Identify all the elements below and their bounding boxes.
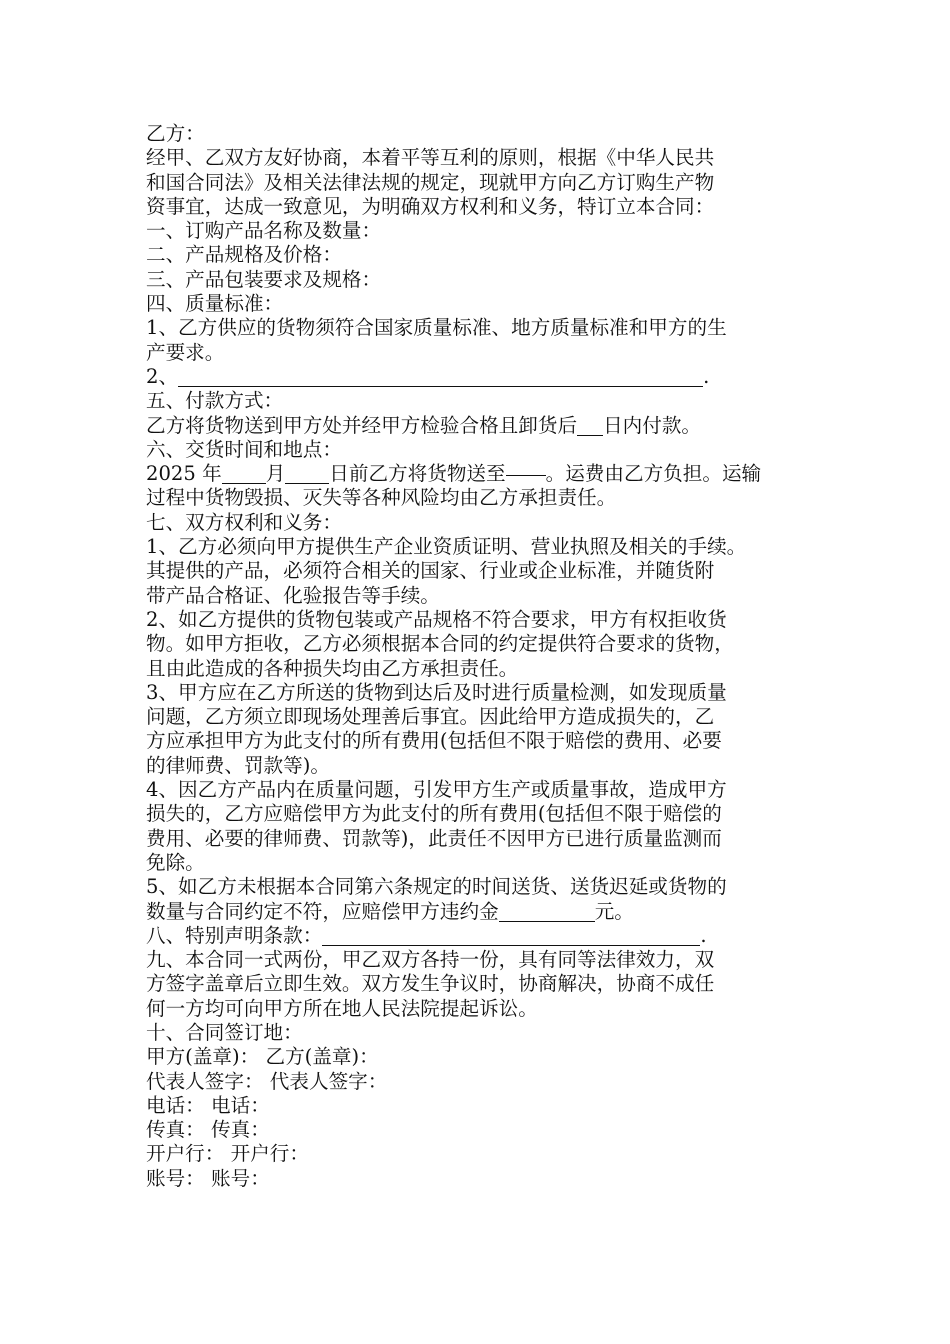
penalty-unit: 元。 xyxy=(594,899,634,923)
rights-clause-1-line-2: 其提供的产品，必须符合相关的国家、行业或企业标准，并随货附 xyxy=(146,559,715,583)
delivery-year: 2025 年 xyxy=(146,462,222,486)
quality-clause-2 xyxy=(146,365,820,389)
payment-text-end: 日内付款。 xyxy=(603,413,702,437)
rights-clause-4-line-3: 费用、必要的律师费、罚款等)，此责任不因甲方已进行质量监测而 xyxy=(146,826,722,850)
payment-clause xyxy=(146,414,820,438)
section-9-line-3: 何一方均可向甲方所在地人民法院提起诉讼。 xyxy=(146,996,538,1020)
quality-clause-2-blank xyxy=(178,367,703,387)
rights-clause-1-line-1: 1、乙方必须向甲方提供生产企业资质证明、营业执照及相关的手续。 xyxy=(146,535,747,559)
account-row: 账号： 账号： xyxy=(146,1166,270,1190)
section-7-title: 七、双方权利和义务： xyxy=(146,510,342,534)
delivery-month: 月 xyxy=(265,462,286,486)
delivery-day-blank xyxy=(285,464,329,484)
phone-row: 电话： 电话： xyxy=(146,1093,270,1117)
quality-clause-1-line-2: 产要求。 xyxy=(146,340,225,364)
delivery-month-blank xyxy=(222,464,266,484)
payment-text: 乙方将货物送到甲方处并经甲方检验合格且卸货后 xyxy=(146,413,578,437)
delivery-clause-line-1 xyxy=(146,462,820,486)
bank-row: 开户行： 开户行： xyxy=(146,1142,309,1166)
rights-clause-2-line-1: 2、如乙方提供的货物包装或产品规格不符合要求，甲方有权拒收货 xyxy=(146,607,727,631)
section-9-line-2: 方签字盖章后立即生效。双方发生争议时，协商解决，协商不成任 xyxy=(146,972,715,996)
delivery-place-dash xyxy=(506,464,546,476)
delivery-freight: 。运费由乙方负担。运输 xyxy=(545,462,762,486)
preamble-line-2: 和国合同法》及相关法律法规的规定，现就甲方向乙方订购生产物 xyxy=(146,170,715,194)
payment-days-blank xyxy=(577,416,603,436)
section-1-title: 一、订购产品名称及数量： xyxy=(146,219,382,243)
seal-row: 甲方(盖章)： 乙方(盖章)： xyxy=(146,1045,379,1069)
quality-clause-2-suffix: . xyxy=(703,364,710,388)
rights-clause-2-line-3: 且由此造成的各种损失均由乙方承担责任。 xyxy=(146,656,519,680)
rights-clause-3-line-2: 问题，乙方须立即现场处理善后事宜。因此给甲方造成损失的，乙 xyxy=(146,705,715,729)
rights-clause-3-line-1: 3、甲方应在乙方所送的货物到达后及时进行质量检测，如发现质量 xyxy=(146,680,727,704)
penalty-text: 数量与合同约定不符，应赔偿甲方违约金 xyxy=(146,899,499,923)
section-10-title: 十、合同签订地： xyxy=(146,1020,303,1044)
rights-clause-4-line-1: 4、因乙方产品内在质量问题，引发甲方生产或质量事故，造成甲方 xyxy=(146,778,727,802)
representative-row: 代表人签字： 代表人签字： xyxy=(146,1069,388,1093)
special-terms-end: . xyxy=(700,923,707,947)
section-9-line-1: 九、本合同一式两份，甲乙双方各持一份，具有同等法律效力，双 xyxy=(146,948,715,972)
preamble-line-1: 经甲、乙双方友好协商，本着平等互利的原则，根据《中华人民共 xyxy=(146,146,715,170)
fax-row: 传真： 传真： xyxy=(146,1118,270,1142)
section-2-title: 二、产品规格及价格： xyxy=(146,243,342,267)
rights-clause-1-line-3: 带产品合格证、化验报告等手续。 xyxy=(146,583,440,607)
delivery-day: 日前乙方将货物送至 xyxy=(329,462,506,486)
quality-clause-1-line-1: 1、乙方供应的货物须符合国家质量标准、地方质量标准和甲方的生 xyxy=(146,316,727,340)
section-3-title: 三、产品包装要求及规格： xyxy=(146,267,382,291)
party-b-label: 乙方： xyxy=(146,122,205,145)
rights-clause-4-line-2: 损失的，乙方应赔偿甲方为此支付的所有费用(包括但不限于赔偿的 xyxy=(146,802,722,826)
rights-clause-2-line-2: 物。如甲方拒收，乙方必须根据本合同的约定提供符合要求的货物， xyxy=(146,632,734,656)
rights-clause-4-line-4: 免除。 xyxy=(146,850,205,874)
section-6-title: 六、交货时间和地点： xyxy=(146,437,342,461)
delivery-clause-line-2: 过程中货物毁损、灭失等各种风险均由乙方承担责任。 xyxy=(146,486,617,510)
rights-clause-5-line-2 xyxy=(146,900,820,924)
preamble-line-3: 资事宜，达成一致意见，为明确双方权利和义务，特订立本合同： xyxy=(146,194,715,218)
penalty-amount-blank xyxy=(499,902,595,922)
quality-clause-2-prefix: 2、 xyxy=(146,364,179,388)
section-4-title: 四、质量标准： xyxy=(146,292,284,316)
rights-clause-3-line-4: 的律师费、罚款等)。 xyxy=(146,753,330,777)
section-8-title xyxy=(146,924,820,948)
rights-clause-3-line-3: 方应承担甲方为此支付的所有费用(包括但不限于赔偿的费用、必要 xyxy=(146,729,722,753)
special-terms-label: 八、特别声明条款： xyxy=(146,923,323,947)
section-5-title: 五、付款方式： xyxy=(146,389,284,413)
rights-clause-5-line-1: 5、如乙方未根据本合同第六条规定的时间送货、送货迟延或货物的 xyxy=(146,875,727,899)
special-terms-blank xyxy=(322,926,700,946)
